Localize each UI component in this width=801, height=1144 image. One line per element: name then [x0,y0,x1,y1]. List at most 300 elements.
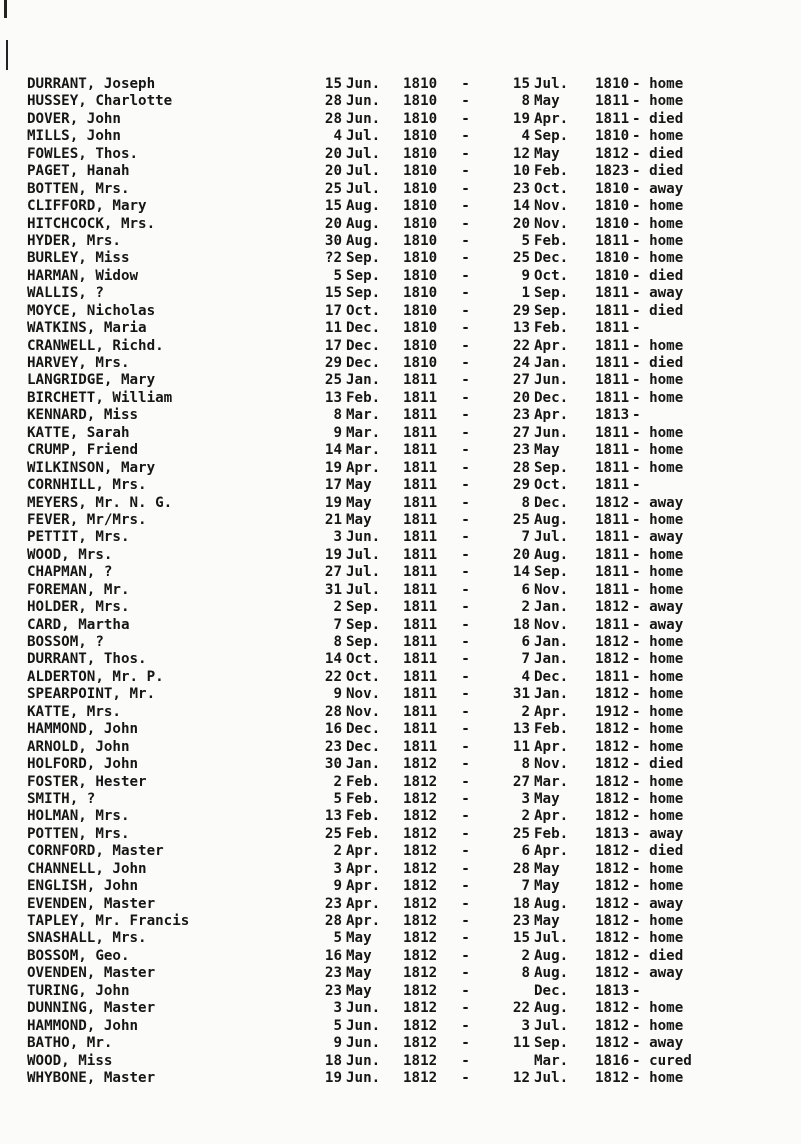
discharge-day: 29 [512,477,530,494]
admission-day: 13 [324,808,342,825]
discharge-month: Apr. [534,808,569,825]
discharge-month: Jun. [534,372,569,389]
register-row [27,285,717,302]
patient-name: WATKINS, Maria [27,320,147,337]
admission-month: May [346,477,372,494]
patient-name: FOWLES, Thos. [27,145,139,162]
discharge-year: 1812 [595,965,630,982]
register-row [27,390,717,407]
admission-day: 28 [324,93,342,110]
discharge-year: 1823 [595,163,630,180]
date-separator: - [461,930,470,947]
register-row [27,372,717,389]
discharge-month: Mar. [534,1052,569,1069]
discharge-year: 1811 [595,616,630,633]
date-separator: - [461,1069,470,1086]
discharge-day: 6 [521,634,530,650]
admission-day: 3 [333,1000,342,1017]
admission-day: 5 [333,930,342,947]
admission-day: 25 [324,180,342,197]
register-row [27,181,717,198]
admission-year: 1812 [403,756,438,773]
admission-month: Dec. [346,320,381,337]
register-row [27,268,717,285]
discharge-outcome: - home [632,668,684,685]
discharge-outcome: - died [632,267,684,284]
date-separator: - [461,1017,470,1034]
register-row [27,774,717,791]
discharge-month: Dec. [534,250,569,267]
patient-name: SPEARPOINT, Mr. [27,686,156,703]
discharge-outcome: - home [632,634,684,650]
discharge-month: Sep. [534,302,569,319]
admission-year: 1810 [403,232,438,249]
discharge-day: 18 [512,895,530,912]
patient-name: CRANWELL, Richd. [27,337,164,354]
patient-name: HOLDER, Mrs. [27,599,130,616]
discharge-year: 1912 [595,703,630,720]
date-separator: - [461,599,470,616]
discharge-month: May [534,93,560,110]
discharge-year: 1812 [595,1000,630,1017]
date-separator: - [461,878,470,895]
admission-year: 1810 [403,76,438,92]
register-row [27,791,717,808]
discharge-month: Jul. [534,529,569,546]
patient-name: BOTTEN, Mrs. [27,180,130,197]
discharge-year: 1810 [595,76,630,92]
discharge-month: Jan. [534,599,569,616]
admission-day: 23 [324,895,342,912]
discharge-year: 1811 [595,546,630,563]
admission-day: 4 [333,128,342,145]
admission-month: Feb. [346,808,381,825]
discharge-month: Jan. [534,686,569,703]
admission-year: 1811 [403,372,438,389]
discharge-month: May [534,913,560,929]
discharge-month: Apr. [534,703,569,720]
discharge-outcome: - died [632,145,684,162]
admission-day: 14 [324,442,342,459]
admission-day: 5 [333,790,342,807]
admission-month: Jul. [346,581,381,598]
patient-name: HUSSEY, Charlotte [27,93,173,110]
admission-month: Feb. [346,790,381,807]
discharge-day: 13 [512,721,530,738]
admission-year: 1812 [403,825,438,842]
admission-day: 21 [324,511,342,528]
patient-name: DUNNING, Master [27,1000,156,1017]
discharge-month: Jan. [534,634,569,650]
admission-day: 27 [324,564,342,581]
discharge-year: 1812 [595,145,630,162]
discharge-month: Aug. [534,511,569,528]
register-row [27,355,717,372]
discharge-year: 1812 [595,930,630,947]
discharge-month: Feb. [534,721,569,738]
register-row [27,582,717,599]
admission-day: 29 [324,355,342,371]
discharge-outcome: - home [632,878,684,895]
admission-month: Jul. [346,145,381,162]
discharge-day: 24 [512,355,530,371]
scan-edge-mark [4,0,7,18]
admission-month: May [346,511,372,528]
discharge-outcome: - home [632,389,684,406]
discharge-outcome: - died [632,947,684,964]
admission-day: 28 [324,110,342,127]
patient-name: KATTE, Mrs. [27,703,121,720]
discharge-day: 25 [512,250,530,267]
discharge-day: 2 [521,703,530,720]
discharge-year: 1812 [595,1017,630,1034]
admission-year: 1810 [403,145,438,162]
admission-year: 1811 [403,686,438,703]
admission-day: 20 [324,163,342,180]
date-separator: - [461,529,470,546]
discharge-month: Aug. [534,965,569,982]
admission-year: 1811 [403,564,438,581]
discharge-day: 13 [512,320,530,337]
admission-year: 1811 [403,651,438,668]
discharge-month: Aug. [534,1000,569,1017]
admission-day: 9 [333,878,342,895]
discharge-month: Jan. [534,651,569,668]
patient-name: HYDER, Mrs. [27,232,121,249]
discharge-day: 7 [521,878,530,895]
date-separator: - [461,389,470,406]
discharge-year: 1811 [595,442,630,459]
discharge-day: 28 [512,860,530,877]
date-separator: - [461,825,470,842]
admission-day: 2 [333,599,342,616]
admission-year: 1811 [403,389,438,406]
discharge-day: 20 [512,546,530,563]
discharge-day: 10 [512,163,530,180]
patient-name: HITCHCOCK, Mrs. [27,215,156,232]
register-row [27,407,717,424]
admission-day: 7 [333,616,342,633]
discharge-year: 1810 [595,198,630,215]
patient-name: POTTEN, Mrs. [27,825,130,842]
admission-year: 1812 [403,878,438,895]
date-separator: - [461,947,470,964]
patient-name: WILKINSON, Mary [27,459,156,476]
date-separator: - [461,790,470,807]
patient-name: SMITH, ? [27,790,96,807]
date-separator: - [461,511,470,528]
discharge-year: 1811 [595,320,630,337]
admission-year: 1810 [403,250,438,267]
register-row [27,686,717,703]
discharge-year: 1812 [595,913,630,929]
admission-month: May [346,965,372,982]
discharge-outcome: - [632,407,650,424]
discharge-day: 4 [521,668,530,685]
patient-name: ALDERTON, Mr. P. [27,668,164,685]
discharge-outcome: - home [632,459,684,476]
admission-day: 2 [333,843,342,860]
admission-month: Mar. [346,407,381,424]
discharge-outcome: - home [632,232,684,249]
admission-month: Oct. [346,651,381,668]
discharge-year: 1810 [595,215,630,232]
discharge-outcome: - home [632,721,684,738]
discharge-year: 1810 [595,250,630,267]
admission-month: Feb. [346,389,381,406]
date-separator: - [461,1000,470,1017]
discharge-outcome: - away [632,494,684,511]
discharge-day: 2 [521,599,530,616]
discharge-outcome: - home [632,1000,684,1017]
discharge-outcome: - home [632,215,684,232]
discharge-month: Sep. [534,1035,569,1052]
date-separator: - [461,76,470,92]
admission-day: 20 [324,145,342,162]
discharge-year: 1816 [595,1052,630,1069]
date-separator: - [461,668,470,685]
discharge-year: 1811 [595,424,630,441]
admission-year: 1811 [403,546,438,563]
discharge-day: 6 [521,843,530,860]
discharge-day: 22 [512,1000,530,1017]
admission-day: 3 [333,860,342,877]
admission-month: Dec. [346,721,381,738]
discharge-outcome: - died [632,302,684,319]
admission-month: Jul. [346,546,381,563]
admission-month: Sep. [346,634,381,650]
admission-month: Jun. [346,110,381,127]
admission-year: 1812 [403,982,438,999]
discharge-outcome: - home [632,686,684,703]
admission-day: 8 [333,407,342,424]
discharge-month: Dec. [534,982,569,999]
discharge-year: 1812 [595,634,630,650]
date-separator: - [461,546,470,563]
admission-year: 1810 [403,110,438,127]
admission-year: 1812 [403,1035,438,1052]
admission-year: 1811 [403,581,438,598]
register-row [27,878,717,895]
patient-name: ARNOLD, John [27,738,130,755]
discharge-outcome: - home [632,913,684,929]
register-row [27,1070,717,1087]
discharge-day: 27 [512,773,530,790]
admission-day: ?2 [324,250,342,267]
register-row [27,651,717,668]
discharge-month: Jul. [534,1017,569,1034]
admission-year: 1811 [403,407,438,424]
discharge-month: Feb. [534,163,569,180]
date-separator: - [461,738,470,755]
admission-day: 14 [324,651,342,668]
discharge-day: 3 [521,1017,530,1034]
date-separator: - [461,285,470,302]
date-separator: - [461,250,470,267]
admission-year: 1812 [403,790,438,807]
admission-year: 1811 [403,721,438,738]
patient-name: DURRANT, Thos. [27,651,147,668]
admission-day: 9 [333,424,342,441]
admission-month: Jul. [346,128,381,145]
admission-month: May [346,494,372,511]
date-separator: - [461,651,470,668]
register-row [27,983,717,1000]
register-row [27,756,717,773]
admission-year: 1812 [403,1000,438,1017]
discharge-year: 1811 [595,564,630,581]
discharge-month: Dec. [534,389,569,406]
register-row [27,128,717,145]
discharge-outcome: - home [632,1069,684,1086]
register-row [27,1018,717,1035]
discharge-year: 1812 [595,651,630,668]
register-row [27,721,717,738]
admission-month: Jan. [346,372,381,389]
patient-name: CHANNELL, John [27,860,147,877]
register-row [27,634,717,651]
date-separator: - [461,110,470,127]
discharge-year: 1812 [595,843,630,860]
discharge-month: Apr. [534,110,569,127]
discharge-outcome: - home [632,546,684,563]
patient-name: DURRANT, Joseph [27,76,156,92]
admission-year: 1812 [403,947,438,964]
admission-year: 1812 [403,1069,438,1086]
register-row [27,495,717,512]
register-row [27,477,717,494]
discharge-year: 1810 [595,128,630,145]
discharge-month: Feb. [534,825,569,842]
discharge-month: May [534,860,560,877]
admission-day: 17 [324,337,342,354]
admission-year: 1810 [403,93,438,110]
discharge-day: 12 [512,145,530,162]
discharge-year: 1812 [595,808,630,825]
admission-day: 30 [324,756,342,773]
date-separator: - [461,93,470,110]
register-row [27,965,717,982]
discharge-year: 1813 [595,982,630,999]
admission-year: 1811 [403,511,438,528]
patient-name: HAMMOND, John [27,721,139,738]
patient-name: FEVER, Mr/Mrs. [27,511,147,528]
register-row [27,1035,717,1052]
patient-name: ENGLISH, John [27,878,139,895]
date-separator: - [461,145,470,162]
discharge-outcome: - away [632,529,684,546]
discharge-outcome: - cured [632,1052,692,1069]
discharge-year: 1811 [595,93,630,110]
discharge-outcome: - home [632,511,684,528]
discharge-month: Oct. [534,477,569,494]
discharge-outcome: - died [632,163,684,180]
admission-day: 17 [324,302,342,319]
admission-year: 1811 [403,442,438,459]
register-row [27,146,717,163]
admission-day: 2 [333,773,342,790]
date-separator: - [461,982,470,999]
patient-name: SNASHALL, Mrs. [27,930,147,947]
date-separator: - [461,477,470,494]
register-row [27,338,717,355]
register-row [27,93,717,110]
discharge-year: 1811 [595,511,630,528]
scan-edge-mark [6,40,8,70]
discharge-month: Aug. [534,546,569,563]
date-separator: - [461,616,470,633]
discharge-month: Sep. [534,459,569,476]
register-row [27,843,717,860]
patient-name: KENNARD, Miss [27,407,139,424]
admission-day: 25 [324,372,342,389]
discharge-day: 7 [521,651,530,668]
date-separator: - [461,756,470,773]
discharge-month: May [534,442,560,459]
patient-name: WOOD, Miss [27,1052,113,1069]
discharge-outcome: - died [632,843,684,860]
date-separator: - [461,721,470,738]
admission-year: 1810 [403,215,438,232]
admission-year: 1812 [403,808,438,825]
date-separator: - [461,198,470,215]
register-row [27,808,717,825]
admission-year: 1811 [403,668,438,685]
date-separator: - [461,320,470,337]
discharge-month: Dec. [534,494,569,511]
register-row [27,739,717,756]
admission-day: 5 [333,267,342,284]
date-separator: - [461,773,470,790]
admission-month: Dec. [346,337,381,354]
discharge-outcome: - home [632,337,684,354]
discharge-day: 6 [521,581,530,598]
admission-day: 15 [324,198,342,215]
discharge-outcome: - home [632,250,684,267]
admission-day: 5 [333,1017,342,1034]
admission-year: 1811 [403,477,438,494]
patient-name: WALLIS, ? [27,285,104,302]
discharge-month: Nov. [534,581,569,598]
admission-day: 9 [333,686,342,703]
patient-name: FOSTER, Hester [27,773,147,790]
discharge-year: 1813 [595,407,630,424]
discharge-day: 7 [521,529,530,546]
patient-name: HAMMOND, John [27,1017,139,1034]
patient-name: CHAPMAN, ? [27,564,113,581]
discharge-day: 3 [521,790,530,807]
date-separator: - [461,686,470,703]
discharge-day: 18 [512,616,530,633]
discharge-day: 12 [512,1069,530,1086]
admission-year: 1810 [403,163,438,180]
discharge-day: 2 [521,947,530,964]
admission-year: 1812 [403,843,438,860]
patient-name: CRUMP, Friend [27,442,139,459]
discharge-day: 2 [521,808,530,825]
discharge-outcome: - died [632,110,684,127]
discharge-year: 1811 [595,232,630,249]
discharge-outcome: - home [632,790,684,807]
date-separator: - [461,372,470,389]
register-row [27,303,717,320]
discharge-year: 1812 [595,1035,630,1052]
discharge-outcome: - home [632,1017,684,1034]
date-separator: - [461,128,470,145]
admission-month: Sep. [346,599,381,616]
discharge-day: 19 [512,110,530,127]
discharge-month: Apr. [534,407,569,424]
